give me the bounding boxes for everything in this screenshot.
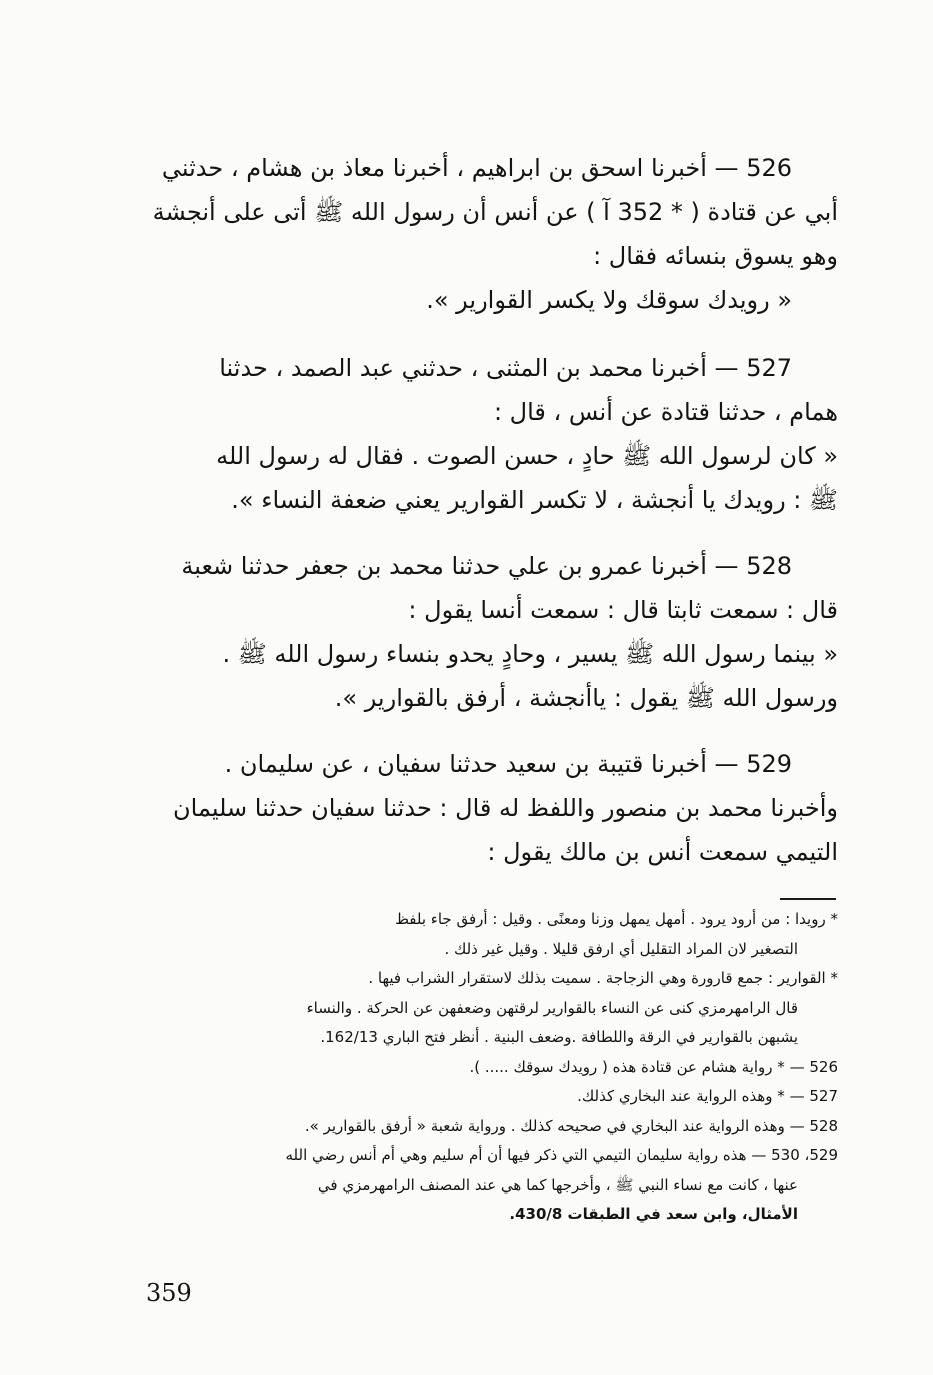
footnote-line: * القوارير : جمع قارورة وهي الزجاجة . سميت بذلك لاستقرار الشراب فيها . — [368, 969, 838, 987]
main-line: « كان لرسول الله ﷺ حادٍ ، حسن الصوت . فقال له رسول الله — [216, 442, 838, 470]
footnote-line: 528 — وهذه الرواية عند البخاري في صحيحه كذلك . ورواية شعبة « أرفق بالقوارير ». — [304, 1116, 838, 1135]
main-text — [148, 146, 838, 322]
main-line: « بينما رسول الله ﷺ يسير ، وحادٍ يحدو بنساء رسول الله ﷺ . — [222, 640, 838, 668]
main-text — [148, 346, 838, 522]
main-line: 529 — أخبرنا قتيبة بن سعيد حدثنا سفيان ، عن سليمان . — [224, 750, 792, 778]
footnote-line: 527 — * وهذه الرواية عند البخاري كذلك. — [577, 1087, 838, 1105]
main-line: أبي عن قتادة ( * 352 آ ) عن أنس أن رسول الله ﷺ أتى على أنجشة — [152, 198, 838, 226]
main-line: قال : سمعت ثابتا قال : سمعت أنسا يقول : — [408, 596, 838, 624]
main-line: وهو يسوق بنسائه فقال : — [593, 242, 838, 270]
main-text — [148, 544, 838, 720]
footnotes — [148, 905, 838, 1230]
main-line: « رويدك سوقك ولا يكسر القوارير ». — [426, 286, 792, 314]
footnote-line: * رويدا : من أرود يرود . أمهل يمهل وزنا ومعنًى . وقيل : أرفق جاء بلفظ — [395, 910, 838, 928]
main-line: ﷺ : رويدك يا أنجشة ، لا تكسر القوارير يعني ضعفة النساء ». — [231, 486, 838, 514]
footnote-separator — [780, 898, 836, 900]
page-number: 359 — [146, 1279, 192, 1307]
footnote-line: يشبهن بالقوارير في الرقة واللطافة .وضعف البنية . أنظر فتح الباري 162/13. — [320, 1028, 798, 1046]
main-line: التيمي سمعت أنس بن مالك يقول : — [487, 838, 838, 866]
footnote-line: 526 — * رواية هشام عن قتادة هذه ( رويدك سوقك ..... ). — [469, 1057, 838, 1076]
main-line: همام ، حدثنا قتادة عن أنس ، قال : — [493, 398, 838, 426]
main-line: 526 — أخبرنا اسحق بن ابراهيم ، أخبرنا معاذ بن هشام ، حدثني — [161, 154, 792, 182]
main-line: 528 — أخبرنا عمرو بن علي حدثنا محمد بن جعفر حدثنا شعبة — [181, 552, 792, 580]
footnote-line: التصغير لان المراد التقليل أي ارفق قليلا . وقيل غير ذلك . — [444, 939, 798, 958]
footnote-line: 529، 530 — هذه رواية سليمان التيمي التي ذكر فيها أن أم سليم وهي أم أنس رضي الله — [285, 1146, 838, 1164]
main-text — [148, 742, 838, 874]
footnote-line: عنها ، كانت مع نساء النبي ﷺ ، وأخرجها كما هي عند المصنف الرامهرمزي في — [317, 1175, 798, 1194]
footnote-line: قال الرامهرمزي كنى عن النساء بالقوارير لرقتهن وضعفهن عن الحركة . والنساء — [306, 998, 798, 1017]
footnote-line: الأمثال، وابن سعد في الطبقات 430/8. — [509, 1205, 798, 1223]
main-line: ورسول الله ﷺ يقول : ياأنجشة ، أرفق بالقوارير ». — [334, 684, 838, 712]
main-line: 527 — أخبرنا محمد بن المثنى ، حدثني عبد الصمد ، حدثنا — [219, 354, 792, 382]
main-line: وأخبرنا محمد بن منصور واللفظ له قال : حدثنا سفيان حدثنا سليمان — [173, 794, 838, 822]
